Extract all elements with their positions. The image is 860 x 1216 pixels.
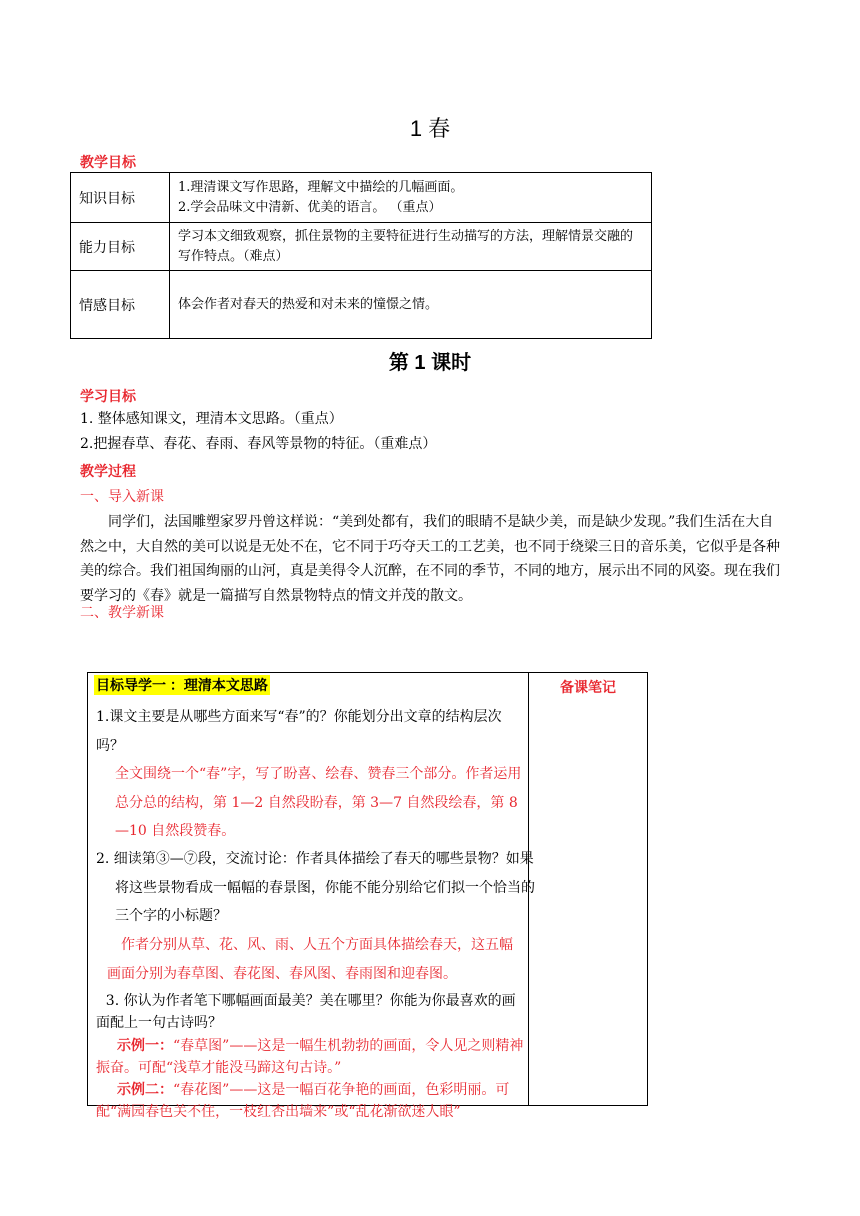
question-3: 3. 你认为作者笔下哪幅画面最美？美在哪里？你能为你最喜欢的画面配上一句古诗吗？: [96, 993, 516, 1031]
objective-row-emotion: [71, 271, 652, 339]
example-2-text: “春花图”——这是一幅百花争艳的画面，色彩明丽。可配“满园春色关不住，一枝红杏出墙来”或“乱花渐欲迷人眼”: [96, 1082, 510, 1120]
objective-content: [170, 271, 652, 339]
objective-row-knowledge: [71, 173, 652, 223]
notes-heading: 备课笔记: [560, 679, 616, 695]
guide-heading: 目标导学一 ：理清本文思路: [96, 677, 268, 693]
study-heading: 学习目标: [80, 388, 136, 404]
example-1-text: “春草图”——这是一幅生机勃勃的画面，令人见之则精神振奋。可配“浅草才能没马蹄这句古诗。”: [96, 1038, 524, 1076]
page-title: 1 春: [409, 116, 451, 141]
answer-1: 全文围绕一个“春”字，写了盼喜、绘春、赞春三个部分。作者运用总分总的结构，第 1—2 自然段盼春，第 3—7 自然段绘春，第 8—10 自然段赞春。: [115, 766, 522, 839]
section-heading-new-lesson: 二、教学新课: [80, 604, 164, 620]
objective-content: [170, 173, 652, 223]
example-1-label: 示例一：: [117, 1038, 173, 1054]
objective-label: 能力目标: [71, 223, 170, 271]
guide-main-cell: [88, 673, 535, 1120]
notes-cell: [529, 673, 648, 1106]
lesson-title: 第 1 课时: [388, 352, 472, 374]
objective-label: 知识目标: [71, 173, 170, 223]
process-heading: 教学过程: [80, 463, 136, 479]
objective-row-ability: [71, 223, 652, 271]
objective-line: 2.学会品味文中清新、优美的语言。 （重点）: [178, 199, 442, 215]
example-2-label: 示例二：: [117, 1082, 173, 1098]
objective-label: 情感目标: [71, 271, 170, 339]
objectives-heading: 教学目标: [80, 154, 136, 170]
question-2: 2. 细读第③—⑦段，交流讨论：作者具体描绘了春天的哪些景物？如果将这些景物看成一幅幅的春景图，你能不能分别给它们拟一个恰当的三个字的小标题？: [96, 851, 535, 924]
study-item: 2.把握春草、春花、春雨、春风等景物的特征。（重难点）: [80, 436, 437, 452]
guide-table: [87, 672, 648, 1120]
example-1: [96, 1035, 524, 1079]
example-2: [96, 1079, 524, 1123]
question-1: 1.课文主要是从哪些方面来写“春”的？你能划分出文章的结构层次吗？: [96, 709, 502, 754]
objective-content: [170, 223, 652, 271]
objective-line: 学习本文细致观察，抓住景物的主要特征进行生动描写的方法，理解情景交融的写作特点。（难点）: [178, 228, 634, 264]
intro-paragraph: 同学们，法国雕塑家罗丹曾这样说：“美到处都有，我们的眼睛不是缺少美，而是缺少发现。”我们生活在大自然之中，大自然的美可以说是无处不在，它不同于巧夺天工的工艺美，也不同于绕梁三日的音乐美，它似乎是各种美的综合。我们祖国绚丽的山河，真是美得令人沉醉，在不同的季节，不同的地方，展示出不同的风姿。现在我们要学习的《春》就是一篇描写自然景物特点的情文并茂的散文。: [80, 514, 780, 604]
objective-line: 1.理清课文写作思路，理解文中描绘的几幅画面。: [178, 179, 464, 195]
objective-line: 体会作者对春天的热爱和对未来的憧憬之情。: [178, 296, 439, 312]
answer-2: 作者分别从草、花、风、雨、人五个方面具体描绘春天，这五幅画面分别为春草图、春花图、春风图、春雨图和迎春图。: [107, 937, 513, 982]
objectives-table: [70, 172, 652, 339]
study-item: 1. 整体感知课文，理清本文思路。（重点）: [80, 411, 343, 427]
section-heading-intro: 一、导入新课: [80, 488, 164, 504]
